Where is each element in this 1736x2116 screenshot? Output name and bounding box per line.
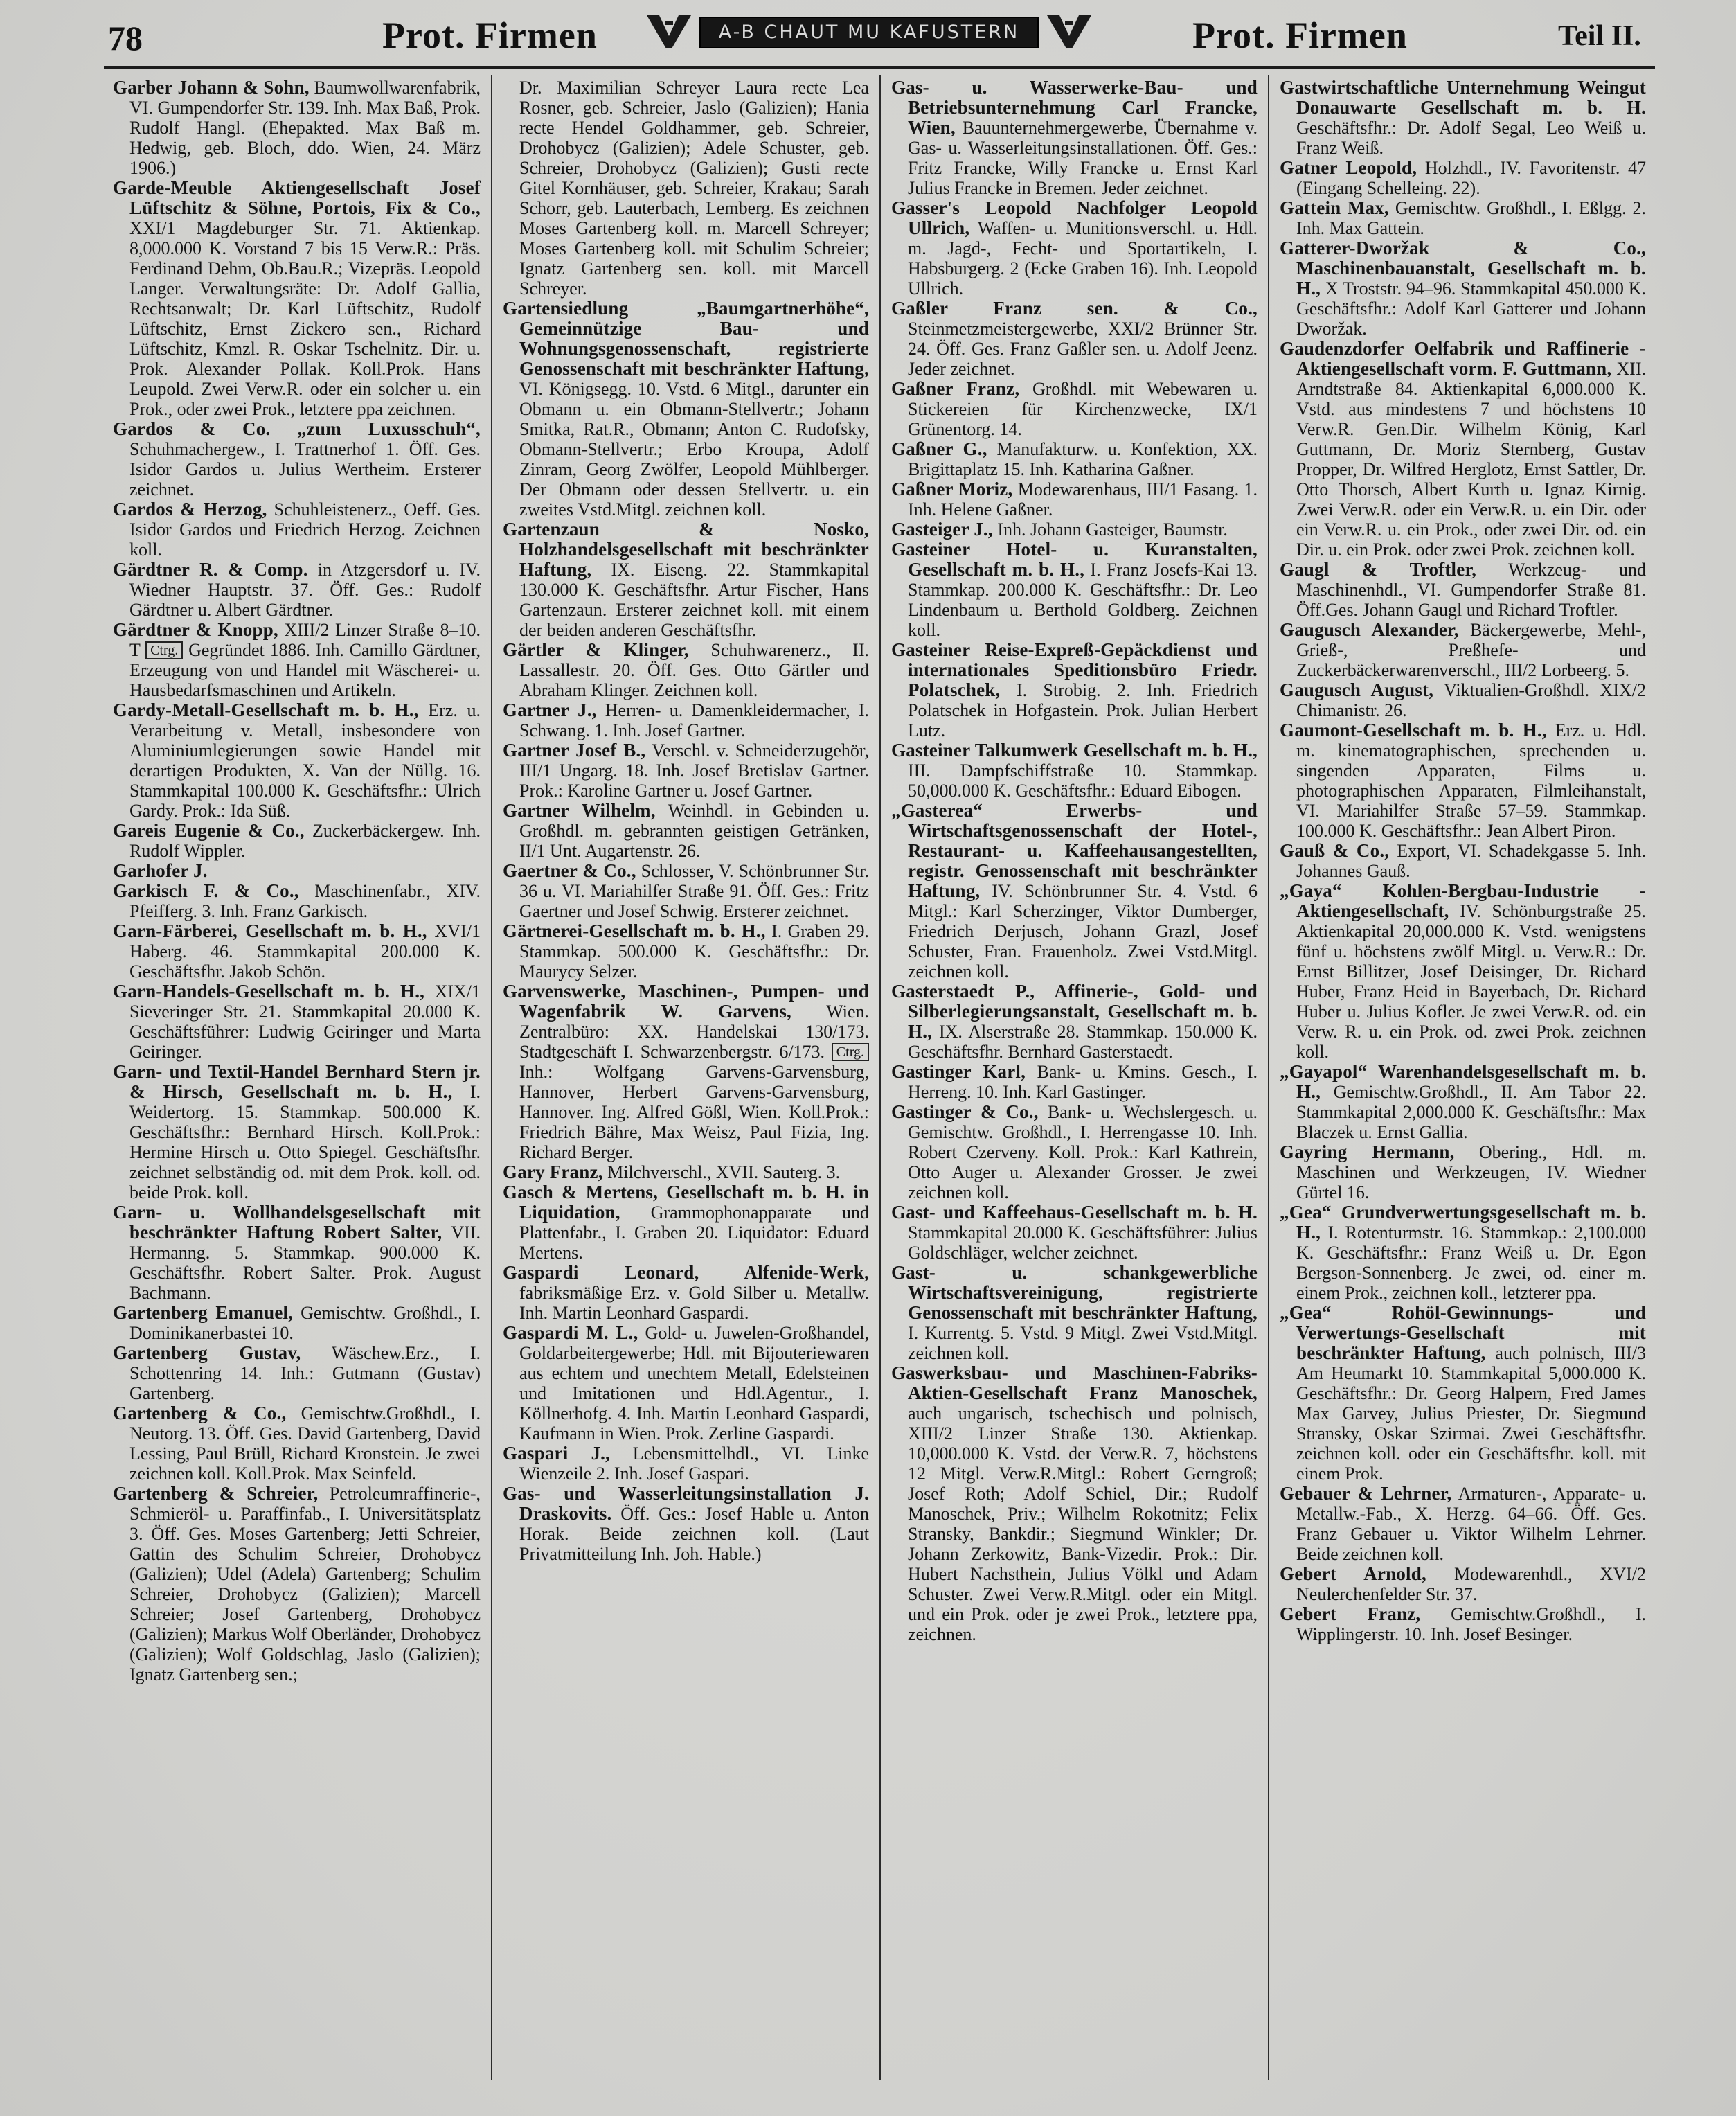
publisher-banner [644, 10, 1094, 53]
firm-name: Gartenberg Gustav, [113, 1342, 301, 1363]
entry-details: Großhdl. mit Webewaren u. Stickereien für Kirchenzwecke, IX/1 Grünentorg. 14. [908, 379, 1258, 439]
directory-entry [1280, 560, 1646, 620]
directory-entry [891, 479, 1258, 519]
firm-name: Gastinger & Co., [891, 1101, 1039, 1122]
entry-details: XIX/1 Sieveringer Str. 21. Stammkapital 20.000 K. Geschäftsführer: Ludwig Geiringer und Marta Geiringer. [129, 981, 481, 1062]
directory-entry [503, 1263, 869, 1323]
entry-details: Gemischtw.Großhdl., I. Neutorg. 13. Öff. Ges. David Gartenberg, David Lessing, Paul Brüll, Richard Kronstein. Je zwei zeichnen koll. Koll.Prok. Max Seinfeld. [129, 1403, 481, 1484]
entry-details: IX. Eiseng. 22. Stammkapital 130.000 K. Geschäftsfhr. Artur Fischer, Hans Gartenzaun. Ersterer zeichnet koll. mit einem der beiden anderen Geschäftsfhr. [519, 560, 869, 640]
entry-details: Bäckergewerbe, Mehl-, Grieß-, Preßhefe- und Zuckerbäckerwarenverschl., III/2 Lorbeerg. 5. [1296, 620, 1646, 680]
firm-name: Gebert Arnold, [1280, 1563, 1426, 1584]
firm-name: Gaertner & Co., [503, 860, 636, 881]
firm-name: Gartensiedlung „Baumgartnerhöhe“, Gemeinnützige Bau- und Wohnungsgenossenschaft, registrierte Genossenschaft mit beschränkter Haftung, [503, 298, 869, 379]
entry-details: Erz. u. Verarbeitung v. Metall, insbesondere von Aluminiumlegierungen sowie Handel mit derartigen Produkten, X. Van der Nüllg. 16. Stammkapital 100.000 K. Geschäftsfhr.: Ulrich Gardy. Prok.: Ida Süß. [129, 700, 481, 821]
entry-details: Modewarenhaus, III/1 Fasang. 1. Inh. Helene Gaßner. [908, 479, 1258, 519]
directory-entry [891, 1062, 1258, 1102]
entry-details: Gemischtw. Großhdl., I. Dominikanerbastei 10. [129, 1303, 481, 1343]
firm-name: Gaspardi M. L., [503, 1322, 638, 1343]
firm-name: Gas- und Wasserleitungsinstallation J. Draskovits. [503, 1483, 869, 1524]
firm-name: Gast- u. schankgewerbliche Wirtschaftsvereinigung, registrierte Genossenschaft mit beschränkter Haftung, [891, 1262, 1258, 1323]
entry-details: I. Graben 29. Stammkap. 500.000 K. Geschäftsfhr.: Dr. Maurycy Selzer. [519, 921, 869, 981]
directory-entry [113, 178, 481, 419]
entry-details: Obering., Hdl. m. Maschinen und Werkzeugen, IV. Wiedner Gürtel 16. [1296, 1142, 1646, 1202]
firm-name: Gaßler Franz sen. & Co., [891, 298, 1258, 319]
firm-name: Gary Franz, [503, 1162, 603, 1182]
entry-details: Petroleumraffinerie-, Schmieröl- u. Paraffinfab., I. Universitätsplatz 3. Öff. Ges. Moses Gartenberg; Jetti Schreier, Gattin des Schulim Schreier, Drohobycz (Galizien); Udel (Adela) Gartenberg; Schulim Schreier, Drohobycz (Galizien); Marcell Schreier; Josef Gartenberg, Drohobycz (Galizien); Markus Wolf Oberländer, Drohobycz (Galizien); Wolf Goldschlag, Jaslo (Galizien); Ignatz Gartenberg sen.; [129, 1484, 481, 1684]
entry-details: IX. Alserstraße 28. Stammkap. 150.000 K. Geschäftsfhr. Bernhard Gasterstaedt. [908, 1022, 1258, 1062]
firm-name: Gartenberg & Schreier, [113, 1483, 319, 1504]
firm-name: Gartenberg Emanuel, [113, 1302, 294, 1323]
entry-details: Öff. Ges.: Josef Hable u. Anton Horak. Beide zeichnen koll. (Laut Privatmitteilung Inh. Joh. Hable.) [519, 1504, 869, 1564]
firm-name: Gaßner G., [891, 438, 987, 459]
entry-details: IV. Schönbrunner Str. 4. Vstd. 6 Mitgl.: Karl Scherzinger, Viktor Dumberger, Friedrich Derjusch, Johann Grazl, Josef Schuster, Fran. Frauenholz. Zwei Vstd.Mitgl. zeichnen koll. [908, 881, 1258, 981]
directory-entry [113, 1343, 481, 1403]
running-title-left: Prot. Firmen [382, 15, 598, 56]
directory-entry [503, 801, 869, 861]
firm-name: Gärtnerei-Gesellschaft m. b. H., [503, 921, 766, 941]
firm-name: Gasser's Leopold Nachfolger Leopold Ullrich, [891, 197, 1258, 238]
firm-name: Gartenzaun & Nosko, Holzhandelsgesellschaft mit beschränkter Haftung, [503, 519, 869, 580]
entry-details: Stammkapital 20.000 K. Geschäftsführer: Julius Goldschläger, welcher zeichnet. [908, 1223, 1258, 1263]
part-label: Teil II. [1558, 20, 1641, 52]
entry-details: Grammophonapparate und Plattenfabr., I. Graben 20. Liquidator: Eduard Mertens. [519, 1202, 869, 1263]
firm-name: Gardos & Co. „zum Luxusschuh“, [113, 418, 481, 439]
directory-entry [1280, 1564, 1646, 1604]
header-rule [104, 66, 1655, 69]
column-4 [1268, 75, 1656, 2080]
firm-name: Gatterer-Dworžak & Co., Maschinenbauanstalt, Gesellschaft m. b. H., [1280, 238, 1646, 299]
firm-name: Gartner Wilhelm, [503, 800, 656, 821]
directory-entry [891, 1263, 1258, 1363]
entry-details: I. Franz Josefs-Kai 13. Stammkap. 200.000 K. Geschäftsfhr.: Dr. Leo Lindenbaum u. Berthold Goldberg. Zeichnen koll. [908, 560, 1258, 640]
publisher-logo-icon [644, 11, 694, 51]
directory-entry [113, 419, 481, 499]
directory-entry [113, 1202, 481, 1303]
entry-details: Dr. Maximilian Schreyer Laura recte Lea Rosner, geb. Schreier, Jaslo (Galizien); Hania recte Hendel Goldhammer, geb. Schreier, Drohobycz (Galizien); Adele Schuster, geb. Schreier, Drohobycz (Galizien); Gusti recte Gitel Kornhäuser, geb. Schreier, Krakau; Sarah Schorr, geb. Lauterbach, Lemberg. Es zeichnen Moses Gartenberg koll. m. Marcell Schreyer; Moses Gartenberg koll. mit Schulim Schreier; Ignatz Gartenberg sen. koll. mit Marcell Schreyer. [519, 78, 869, 299]
firm-name: Gartner J., [503, 700, 597, 720]
column-2 [491, 75, 879, 2080]
firm-name: Gauß & Co., [1280, 840, 1390, 861]
firm-name: Gasch & Mertens, Gesellschaft m. b. H. in Liquidation, [503, 1182, 869, 1223]
firm-name: Gardy-Metall-Gesellschaft m. b. H., [113, 700, 419, 720]
entry-details: auch ungarisch, tschechisch und polnisch, XIII/2 Linzer Straße 130. Aktienkap. 10,000.000 K. Vstd. der Verw.R. 7, höchstens 12 Mitgl. Verw.R.Mitgl.: Robert Gerngroß; Josef Roth; Adolf Schiel, Dir.; Rudolf Manoschek, Priv.; Wilhelm Rokotnitz; Felix Stransky, Bankdir.; Siegmund Winkler; Dr. Johann Zerkowitz, Bank-Vizedir. Prok.: Dir. Hubert Nachsthein, Julius Völkl und Adam Schuster. Zwei Verw.R.Mitgl. oder ein Mitgl. und ein Prok. oder je zwei Prok., letztere ppa, zeichnen. [908, 1403, 1258, 1644]
firm-name: Gärdtner & Knopp, [113, 619, 278, 640]
directory-entry [503, 299, 869, 519]
entry-details: Gold- u. Juwelen-Großhandel, Goldarbeitergewerbe; Hdl. mit Bijouteriewaren aus echtem und unechtem Metall, Edelsteinen und Imitationen und Hdl.Agentur., I. Köllnerhofg. 4. Inh. Martin Leonhard Gaspardi, Kaufmann in Wien. Prok. Zerline Gaspardi. [519, 1323, 869, 1443]
publisher-logo-icon [1044, 11, 1094, 51]
entry-details: Baumwollwarenfabrik, VI. Gumpendorfer Str. 139. Inh. Max Baß, Prok. Rudolf Hangl. (Ehepakted. Max Baß m. Hedwig, geb. Bloch, ddo. Wien, 24. März 1906.) [129, 78, 481, 178]
firm-name: Gaumont-Gesellschaft m. b. H., [1280, 720, 1547, 740]
entry-details: Gemischtw.Großhdl., II. Am Tabor 22. Stammkapital 2,000.000 K. Geschäftsfhr.: Max Blaczek u. Ernst Gallia. [1296, 1082, 1646, 1142]
entry-details: Inh.: Wolfgang Garvens-Garvensburg, Hannover, Herbert Garvens-Garvensburg, Hannover. Ing. Alfred Gößl, Wien. Koll.Prok.: Friedrich Bähre, Max Weisz, Paul Fizia, Ing. Richard Berger. [519, 1062, 869, 1162]
firm-name: Gardos & Herzog, [113, 499, 267, 519]
firm-name: Garn-Färberei, Gesellschaft m. b. H., [113, 921, 427, 941]
directory-entry [1280, 680, 1646, 720]
directory-entry [891, 1363, 1258, 1644]
firm-name: Garhofer J. [113, 860, 208, 881]
firm-name: „Gea“ Rohöl-Gewinnungs- und Verwertungs-Gesellschaft mit beschränkter Haftung, [1280, 1302, 1646, 1363]
firm-name: Gaßner Franz, [891, 378, 1020, 399]
directory-entry [1280, 841, 1646, 881]
firm-name: Gärtler & Klinger, [503, 639, 689, 660]
entry-details: XVI/1 Haberg. 46. Stammkapital 200.000 K. Geschäftsfhr. Jakob Schön. [129, 921, 481, 981]
directory-entry [1280, 1484, 1646, 1564]
entry-details: I. Rotenturmstr. 16. Stammkap.: 2,100.000 K. Geschäftsfhr.: Franz Weiß u. Dr. Egon Bergson-Sonnenberg. Je zwei, od. einer m. einem Prok., zeichnen koll., letzterer ppa. [1296, 1223, 1646, 1303]
directory-entry [503, 1182, 869, 1263]
firm-name: Gattein Max, [1280, 197, 1389, 218]
directory-entry [113, 821, 481, 861]
directory-entry [503, 1323, 869, 1443]
directory-entry [113, 981, 481, 1062]
firm-name: Gareis Eugenie & Co., [113, 820, 305, 841]
firm-name: Gastinger Karl, [891, 1061, 1026, 1082]
column-1 [102, 75, 491, 2080]
firm-name: Garvenswerke, Maschinen-, Pumpen- und Wagenfabrik W. Garvens, [503, 981, 869, 1022]
firm-name: Gebauer & Lehrner, [1280, 1483, 1452, 1504]
entry-details: Armaturen-, Apparate- u. Metallw.-Fab., X. Herzg. 64–66. Öff. Ges. Franz Gebauer u. Viktor Wilhelm Lehrner. Beide zeichnen koll. [1296, 1484, 1646, 1564]
directory-entry [891, 1202, 1258, 1263]
entry-details: Bauunternehmergewerbe, Übernahme v. Gas- u. Wasserleitungsinstallationen. Öff. Ges.: Fritz Francke, Willy Francke u. Ernst Karl Julius Francke in Bremen. Jeder zeichnet. [908, 118, 1258, 198]
firm-name: Gasterstaedt P., Affinerie-, Gold- und Silberlegierungsanstalt, Gesellschaft m. b. H., [891, 981, 1258, 1042]
directory-entry [503, 861, 869, 921]
directory-entry [113, 700, 481, 821]
directory-entry [113, 1303, 481, 1343]
firm-name: „Gayapol“ Warenhandelsgesellschaft m. b. H., [1280, 1061, 1646, 1102]
firm-name: Gasteiner Hotel- u. Kuranstalten, Gesellschaft m. b. H., [891, 539, 1258, 580]
directory-entry [1280, 339, 1646, 560]
entry-details: XIII/2 Linzer Straße 8–10. T [129, 620, 481, 660]
entry-details: Gemischtw. Großhdl., I. Eßlgg. 2. Inh. Max Gattein. [1296, 198, 1647, 238]
directory-entry [113, 1484, 481, 1684]
directory-entry [503, 1162, 869, 1182]
directory-entry [113, 499, 481, 560]
entry-details: Werkzeug- und Maschinenhdl., VI. Gumpendorfer Straße 81. Öff.Ges. Johann Gaugl und Richard Troftler. [1296, 560, 1646, 620]
entry-details: VI. Königsegg. 10. Vstd. 6 Mitgl., darunter ein Obmann u. ein Obmann-Stellvertr.; Johann Smitka, Rat.R., Obmann; Anton C. Rudofsky, Obmann-Stellvertr.; Erbo Kroupa, Adolf Zinram, Georg Zwölfer, Leopold Mühlberger. Der Obmann oder dessen Stellvertr. u. ein zweites Vstd.Mitgl. zeichnen koll. [519, 379, 869, 519]
entry-details: Viktualien-Großhdl. XIX/2 Chimanistr. 26. [1296, 680, 1646, 720]
entry-details: Zuckerbäckergew. Inh. Rudolf Wippler. [129, 821, 481, 861]
directory-entry [503, 740, 869, 801]
entry-details: Gegründet 1886. Inh. Camillo Gärdtner, Erzeugung von und Handel mit Wäscherei- u. Hausbedarfsmaschinen und Artikeln. [129, 640, 481, 700]
entry-details: fabriksmäßige Erz. v. Gold Silber u. Metallw. Inh. Martin Leonhard Gaspardi. [519, 1283, 869, 1323]
entry-details: Modewarenhdl., XVI/2 Neulerchenfelder Str. 37. [1296, 1564, 1646, 1604]
firm-name: Garber Johann & Sohn, [113, 77, 310, 98]
directory-entry [891, 740, 1258, 801]
directory-entry [891, 439, 1258, 479]
firm-name: Garn- u. Wollhandelsgesellschaft mit beschränkter Haftung Robert Salter, [113, 1202, 481, 1243]
firm-name: Gartner Josef B., [503, 740, 646, 761]
directory-entry [891, 299, 1258, 379]
entry-details: Wäschew.Erz., I. Schottenring 14. Inh.: Gutmann (Gustav) Gartenberg. [129, 1343, 481, 1403]
firm-name: Gaspari J., [503, 1443, 611, 1464]
directory-entry [1280, 720, 1646, 841]
directory-entry [891, 640, 1258, 740]
entry-details: Herren- u. Damenkleidermacher, I. Schwang. 1. Inh. Josef Gartner. [519, 700, 869, 740]
directory-entry [1280, 238, 1646, 339]
firm-name: Garkisch F. & Co., [113, 880, 299, 901]
directory-entry [503, 1484, 869, 1564]
entry-details: Geschäftsfhr.: Dr. Adolf Segal, Leo Weiß u. Franz Weiß. [1296, 118, 1646, 158]
entry-details: IV. Schönburgstraße 25. Aktienkapital 20,000.000 K. Vstd. wenigstens fünf u. höchstens zwölf Mitgl. u. Verw.R.: Dr. Ernst Billitzer, Josef Deisinger, Dr. Richard Huber, Franz Heid in Bayerbach, Dr. Richard Huber u. Julius Kofler. Je zwei Verw.R. od. ein Verw. R. u. ein Prok. od. zwei Prok. zeichnen koll. [1296, 901, 1646, 1062]
firm-name: Gaswerksbau- und Maschinen-Fabriks-Aktien-Gesellschaft Franz Manoschek, [891, 1362, 1258, 1403]
firm-name: Gayring Hermann, [1280, 1141, 1455, 1162]
firm-name: Gaugusch August, [1280, 679, 1434, 700]
firm-name: Gastwirtschaftliche Unternehmung Weingut Donauwarte Gesellschaft m. b. H. [1280, 77, 1646, 118]
register-badge: Ctrg. [145, 641, 183, 659]
directory-entry [1280, 881, 1646, 1062]
banner-text: A-B CHAUT MU KAFUSTERN [699, 17, 1039, 48]
entry-details: Weinhdl. in Gebinden u. Großhdl. m. gebrannten geistigen Getränken, II/1 Unt. Augartenstr. 26. [519, 801, 869, 861]
firm-name: „Gasterea“ Erwerbs- und Wirtschaftsgenossenschaft der Hotel-, Restaurant- u. Kaffeehausangestellten, registr. Genossenschaft mit beschränkter Haftung, [891, 800, 1258, 901]
directory-entry [1280, 1202, 1646, 1303]
directory-entry [891, 379, 1258, 439]
entry-details: I. Weidertorg. 15. Stammkap. 500.000 K. Geschäftsfhr.: Bernhard Hirsch. Koll.Prok.: Hermine Hirsch u. Otto Spiegel. Geschäftsfhr. zeichnet selbständig od. mit dem Prok. koll. od. beide Prok. koll. [129, 1082, 481, 1202]
directory-entry [113, 921, 481, 981]
firm-name: Gartenberg & Co., [113, 1403, 287, 1423]
firm-name: Gaspardi Leonard, Alfenide-Werk, [503, 1262, 869, 1283]
directory-entry [503, 981, 869, 1162]
firm-name: Garde-Meuble Aktiengesellschaft Josef Lüftschitz & Söhne, Portois, Fix & Co., [113, 177, 481, 218]
page-number: 78 [108, 19, 143, 57]
directory-entry [113, 1062, 481, 1202]
entry-details: Erz. u. Hdl. m. kinematographischen, sprechenden u. singenden Apparaten, Films u. photographischen Apparaten, Filmleihanstalt, VI. Mariahilfer Straße 57–59. Stammkap. 100.000 K. Geschäftsfhr.: Jean Albert Piron. [1296, 720, 1646, 841]
firm-name: Gast- und Kaffeehaus-Gesellschaft m. b. H. [891, 1202, 1258, 1223]
directory-entry [1280, 1062, 1646, 1142]
entry-details: Steinmetzmeistergewerbe, XXI/2 Brünner Str. 24. Öff. Ges. Franz Gaßler sen. u. Adolf Jeenz. Jeder zeichnet. [908, 319, 1258, 379]
entry-details: in Atzgersdorf u. IV. Wiedner Hauptstr. 37. Öff. Ges.: Rudolf Gärdtner u. Albert Gärdtner. [129, 560, 481, 620]
directory-entry [503, 1443, 869, 1484]
entry-details: VII. Hermanng. 5. Stammkap. 900.000 K. Geschäftsfhr. Robert Salter. Prok. August Bachmann. [129, 1223, 481, 1303]
directory-entry [891, 198, 1258, 299]
entry-details: Schlosser, V. Schönbrunner Str. 36 u. VI. Mariahilfer Straße 91. Öff. Ges.: Fritz Gaertner und Josef Schwig. Ersterer zeichnet. [519, 861, 869, 921]
firm-name: Garn- und Textil-Handel Bernhard Stern jr. & Hirsch, Gesellschaft m. b. H., [113, 1061, 481, 1102]
entry-details: Holzhdl., IV. Favoritenstr. 47 (Eingang Schelleing. 22). [1296, 158, 1646, 198]
directory-entry [1280, 198, 1646, 238]
firm-name: Gärdtner R. & Comp. [113, 559, 308, 580]
entry-details: Inh. Johann Gasteiger, Baumstr. [992, 519, 1228, 540]
entry-details: Lebensmittelhdl., VI. Linke Wienzeile 2. Inh. Josef Gaspari. [519, 1443, 869, 1484]
entry-details: Manufakturw. u. Konfektion, XX. Brigittaplatz 15. Inh. Katharina Gaßner. [908, 439, 1258, 479]
directory-entry [1280, 1303, 1646, 1484]
entry-continuation [503, 78, 869, 299]
firm-name: Gasteiner Reise-Expreß-Gepäckdienst und internationales Speditionsbüro Friedr. Polatschek, [891, 639, 1258, 700]
entry-details: X Troststr. 94–96. Stammkapital 450.000 K. Geschäftsfhr.: Adolf Karl Gatterer und Johann Dworžak. [1296, 278, 1646, 339]
entry-details: Waffen- u. Munitionsverschl. u. Hdl. m. Jagd-, Fecht- und Sportartikeln, I. Habsburgerg. 2 (Ecke Graben 16). Inh. Leopold Ullrich. [908, 218, 1258, 299]
entry-details: auch polnisch, III/3 Am Heumarkt 10. Stammkapital 5,000.000 K. Geschäftsfhr.: Dr. Georg Halpern, Fred James Max Garvey, Julius Priester, Dr. Siegmund Stransky, Oskar Szirmai. Zwei Geschäftsfhr. zeichnen koll. oder ein Geschäftsfhr. koll. mit einem Prok. [1296, 1343, 1646, 1484]
firm-name: Gatner Leopold, [1280, 157, 1417, 178]
directory-entry [113, 78, 481, 178]
directory-entry [1280, 158, 1646, 198]
directory-entry [891, 1102, 1258, 1202]
directory-entry [113, 881, 481, 921]
firm-name: Gasteiger J., [891, 519, 993, 540]
firm-name: „Gea“ Grundverwertungsgesellschaft m. b. H., [1280, 1202, 1646, 1243]
entry-details: Verschl. v. Schneiderzugehör, III/1 Ungarg. 18. Inh. Josef Bretislav Gartner. Prok.: Karoline Gartner u. Josef Gartner. [519, 740, 869, 801]
directory-entry [1280, 1142, 1646, 1202]
directory-entry [503, 519, 869, 640]
entry-details: Maschinenfabr., XIV. Pfeifferg. 3. Inh. Franz Garkisch. [129, 881, 481, 921]
entry-details: Bank- u. Kmins. Gesch., I. Herreng. 10. Inh. Karl Gastinger. [908, 1062, 1258, 1102]
column-3 [879, 75, 1268, 2080]
firm-name: „Gaya“ Kohlen-Bergbau-Industrie - Aktiengesellschaft, [1280, 880, 1646, 921]
directory-entry [891, 540, 1258, 640]
entry-details: XXI/1 Magdeburger Str. 71. Aktienkap. 8,000.000 K. Vorstand 7 bis 15 Verw.R.: Präs. Ferdinand Dehm, Ob.Bau.R.; Vizepräs. Leopold Langer. Verwaltungsräte: Dr. Adolf Gallia, Rechtsanwalt; Dr. Karl Lüftschitz, Rudolf Lüftschitz, Ernst Zickero sen., Richard Lüftschitz, Kmzl. R. Oskar Tschelnitz. Dir. u. Prok. Alexander Pollak. Koll.Prok. Hans Leupold. Zwei Verw.R. oder ein solcher u. ein Prok., oder zwei Prok., letztere ppa zeichnen. [129, 218, 481, 419]
directory-entry [503, 700, 869, 740]
firm-name: Gaugusch Alexander, [1280, 619, 1459, 640]
directory-entry [503, 921, 869, 981]
directory-entry [113, 620, 481, 700]
directory-entry [503, 640, 869, 700]
entry-details: Export, VI. Schadekgasse 5. Inh. Johannes Gauß. [1296, 841, 1646, 881]
firm-name: Gasteiner Talkumwerk Gesellschaft m. b. H., [891, 740, 1258, 761]
firm-name: Garn-Handels-Gesellschaft m. b. H., [113, 981, 425, 1002]
firm-name: Gaßner Moriz, [891, 479, 1013, 499]
directory-entry [891, 981, 1258, 1062]
directory-entry [1280, 78, 1646, 158]
entry-details: Gemischtw.Großhdl., I. Wipplingerstr. 10. Inh. Josef Besinger. [1296, 1604, 1646, 1644]
firm-name: Gas- u. Wasserwerke-Bau- und Betriebsunternehmung Carl Francke, Wien, [891, 77, 1258, 138]
entry-details: Bank- u. Wechslergesch. u. Gemischtw. Großhdl., I. Herrengasse 10. Inh. Robert Czerveny. Koll. Prok.: Karl Kathrein, Otto Auger u. Alexander Grosser. Je zwei zeichnen koll. [908, 1102, 1258, 1202]
entry-details: Milchverschl., XVII. Sauterg. 3. [602, 1162, 841, 1182]
entry-details: III. Dampfschiffstraße 10. Stammkap. 50,000.000 K. Geschäftsfhr.: Eduard Eibogen. [908, 761, 1258, 801]
firm-name: Gaudenzdorfer Oelfabrik und Raffinerie - Aktiengesellschaft vorm. F. Guttmann, [1280, 338, 1646, 379]
entry-details: Schuhmachergew., I. Trattnerhof 1. Öff. Ges. Isidor Gardos u. Julius Wertheim. Ersterer zeichnet. [129, 439, 481, 499]
directory-entry [891, 519, 1258, 540]
directory-entry [113, 861, 481, 881]
entry-details: Schuhwarenerz., II. Lassallestr. 20. Öff. Ges. Otto Gärtler und Abraham Klinger. Zeichnen koll. [519, 640, 869, 700]
directory-entry [891, 78, 1258, 198]
entry-details: Wien. Zentralbüro: XX. Handelskai 130/173. Stadtgeschäft I. Schwarzenbergstr. 6/173. [519, 1002, 869, 1062]
firm-name: Gebert Franz, [1280, 1603, 1421, 1624]
directory-entry [1280, 1604, 1646, 1644]
entry-details: I. Kurrentg. 5. Vstd. 9 Mitgl. Zwei Vstd.Mitgl. zeichnen koll. [908, 1323, 1258, 1363]
register-badge: Ctrg. [832, 1043, 869, 1061]
directory-entry [891, 801, 1258, 981]
directory-entry [113, 560, 481, 620]
entry-details: I. Strobig. 2. Inh. Friedrich Polatschek in Hofgastein. Prok. Julian Herbert Lutz. [908, 680, 1258, 740]
running-title-right: Prot. Firmen [1192, 15, 1408, 56]
firm-name: Gaugl & Troftler, [1280, 559, 1477, 580]
directory-columns [102, 75, 1656, 2080]
entry-details: XII. Arndtstraße 84. Aktienkapital 6,000.000 K. Vstd. aus mindestens 7 und höchstens 10 Verw.R. Gen.Dir. Wilhelm König, Karl Guttmann, Dr. Moriz Sternberg, Gustav Propper, Dr. Wilfred Herglotz, Ernst Sattler, Dr. Otto Thorsch, Albert Kurth u. Ignaz Kirnig. Zwei Verw.R. oder ein Verw.R. u. ein Dir. oder ein Verw.R. u. ein Prok., oder zwei Dir. od. ein Dir. u. ein Prok. oder zwei Prok. zeichnen koll. [1296, 359, 1647, 560]
directory-entry [113, 1403, 481, 1484]
entry-details: Schuhleistenerz., Oeff. Ges. Isidor Gardos und Friedrich Herzog. Zeichnen koll. [129, 499, 481, 560]
directory-entry [1280, 620, 1646, 680]
